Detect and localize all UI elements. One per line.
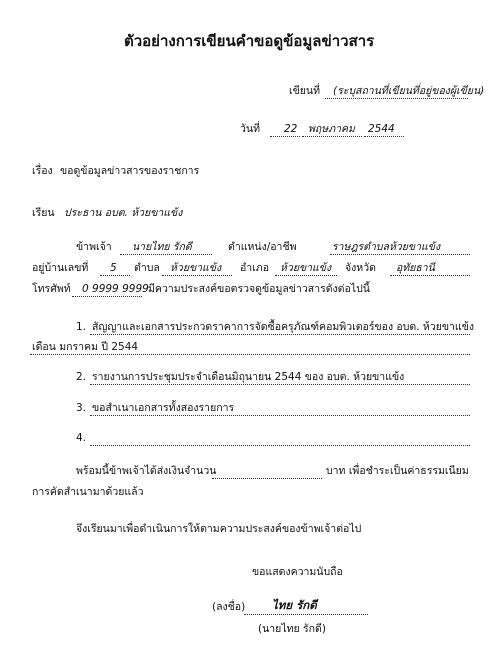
province-label: จังหวัด: [345, 262, 376, 274]
place-label: เขียนที่: [289, 85, 321, 97]
date-day: 22: [284, 123, 298, 135]
item-3-number: 3.: [76, 402, 87, 414]
purpose-text: มีความประสงค์ขอตรวจดูข้อมูลข่าวสารดังต่อไปนี้: [148, 283, 370, 295]
form-title: ตัวอย่างการเขียนคำขอดูข้อมูลข่าวสาร: [124, 32, 375, 50]
item-3-text: ขอสำเนาเอกสารทั้งสองรายการ: [92, 402, 235, 414]
amphoe-label: อำเภอ: [240, 262, 270, 274]
recipient-value: ประธาน อบต. ห้วยขาแข้ง: [64, 207, 183, 219]
house-no-label: อยู่บ้านเลขที่: [32, 262, 89, 274]
place-dotted-line: [325, 98, 468, 99]
date-month: พฤษภาคม: [308, 123, 355, 135]
item-1-line1: สัญญาและเอกสารประกวดราคาการจัดซื้อครุภัณฑ์คอมพิวเตอร์ของ อบต. ห้วยขาแข้ง: [92, 321, 474, 333]
fee-text-start: พร้อมนี้ข้าพเจ้าได้ส่งเงินจำนวน: [76, 465, 217, 477]
applicant-label: ข้าพเจ้า: [76, 241, 112, 253]
subject-text: ขอดูข้อมูลข่าวสารของราชการ: [60, 165, 200, 177]
signature-handwritten: ไทย รักดี: [272, 598, 317, 612]
item-1-line2: เดือน มกราคม ปี 2544: [32, 341, 139, 353]
fee-text-line2: การคัดสำเนามาด้วยแล้ว: [32, 486, 144, 498]
date-year: 2544: [368, 123, 395, 135]
phone-value: 0 9999 9999: [82, 283, 149, 295]
fee-text-end: บาท เพื่อชำระเป็นค่าธรรมเนียม: [326, 465, 469, 477]
signature-printed-name: (นายไทย รักดี): [258, 623, 326, 635]
place-value: (ระบุสถานที่เขียนที่อยู่ของผู้เขียน): [333, 85, 485, 97]
applicant-name: นายไทย รักดี: [132, 241, 192, 253]
tambon-value: ห้วยขาแข้ง: [170, 262, 222, 274]
fee-amount-blank: [212, 478, 322, 479]
house-no-value: 5: [110, 262, 117, 274]
province-value: อุทัยธานี: [396, 262, 435, 274]
recipient-label: เรียน: [32, 207, 55, 219]
item-4-number: 4.: [76, 432, 87, 444]
tambon-label: ตำบล: [134, 262, 160, 274]
item-2-number: 2.: [76, 371, 87, 383]
date-label: วันที่: [240, 123, 260, 135]
closing-regards: ขอแสดงความนับถือ: [252, 566, 343, 578]
closing-request: จึงเรียนมาเพื่อดำเนินการให้ตามความประสงค์ของข้าพเจ้าต่อไป: [76, 523, 362, 535]
item-2-text: รายงานการประชุมประจำเดือนมิถุนายน 2544 ของ อบต. ห้วยขาแข้ง: [92, 371, 405, 383]
phone-label: โทรศัพท์: [32, 283, 71, 295]
occupation-value: ราษฎรตำบลห้วยขาแข้ง: [332, 241, 441, 253]
subject-label: เรื่อง: [32, 165, 53, 177]
occupation-label: ตำแหน่ง/อาชีพ: [228, 241, 297, 253]
amphoe-value: ห้วยขาแข้ง: [280, 262, 332, 274]
item-1-number: 1.: [76, 321, 87, 333]
signature-label: (ลงชื่อ): [212, 601, 246, 613]
